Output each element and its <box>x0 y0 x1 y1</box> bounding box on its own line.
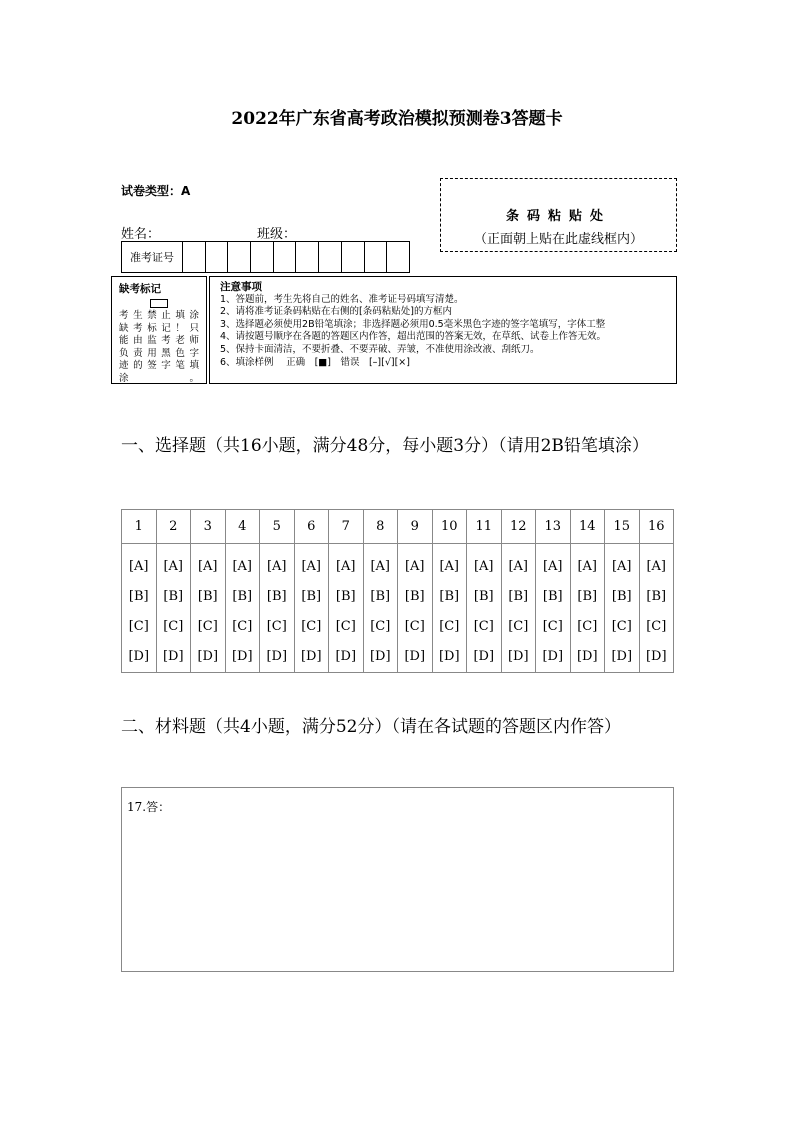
option-bubble[interactable]: [C] <box>128 619 149 634</box>
question-number: 14 <box>570 510 605 544</box>
question-number: 15 <box>605 510 640 544</box>
option-bubble[interactable]: [D] <box>507 649 529 664</box>
question-options <box>225 544 260 673</box>
option-bubble[interactable]: [D] <box>473 649 495 664</box>
option-bubble[interactable]: [C] <box>232 619 253 634</box>
option-bubble[interactable]: [D] <box>300 649 322 664</box>
question-options <box>432 544 467 673</box>
option-bubble[interactable]: [C] <box>577 619 598 634</box>
name-field[interactable] <box>160 227 257 242</box>
option-bubble[interactable]: [B] <box>404 589 425 604</box>
question-options <box>294 544 329 673</box>
exam-number-cell[interactable] <box>228 242 251 272</box>
option-bubble[interactable]: [D] <box>611 649 633 664</box>
question-options <box>570 544 605 673</box>
question-number: 11 <box>467 510 502 544</box>
exam-number-cell[interactable] <box>319 242 342 272</box>
question-number: 2 <box>156 510 191 544</box>
notice-item: 4、请按题号顺序在各题的答题区内作答，超出范围的答案无效，在草纸、试卷上作答无效。 <box>220 331 607 343</box>
barcode-hint: （正面朝上贴在此虚线框内） <box>473 232 643 247</box>
notice-item: 3、选择题必须使用2B铅笔填涂；非选择题必须用0.5毫米黑色字迹的签字笔填写，字体工整 <box>220 318 606 330</box>
question-options <box>156 544 191 673</box>
option-bubble[interactable]: [D] <box>369 649 391 664</box>
option-bubble[interactable]: [A] <box>335 559 356 574</box>
option-bubble[interactable]: [C] <box>370 619 391 634</box>
question-options <box>639 544 674 673</box>
option-bubble[interactable]: [B] <box>542 589 563 604</box>
option-bubble[interactable]: [B] <box>197 589 218 604</box>
answer-label: 17.答： <box>127 800 171 814</box>
question-number: 10 <box>432 510 467 544</box>
notice-item: 6、填涂样例 正确 [■] 错误 [–][√][×] <box>220 356 410 368</box>
option-bubble[interactable]: [B] <box>473 589 494 604</box>
name-class-row <box>121 223 393 242</box>
option-bubble[interactable]: [A] <box>232 559 253 574</box>
notice-item: 5、保持卡面清洁，不要折叠、不要弄破、弄皱，不准使用涂改液、刮纸刀。 <box>220 343 540 355</box>
paper-type: 试卷类型：A <box>121 184 191 198</box>
barcode-area[interactable] <box>440 178 677 252</box>
option-bubble[interactable]: [B] <box>370 589 391 604</box>
option-bubble[interactable]: [C] <box>404 619 425 634</box>
question-number: 8 <box>363 510 398 544</box>
option-bubble[interactable]: [A] <box>542 559 563 574</box>
absent-checkbox[interactable] <box>150 299 168 308</box>
option-bubble[interactable]: [C] <box>335 619 356 634</box>
option-bubble[interactable]: [C] <box>301 619 322 634</box>
question-number: 16 <box>639 510 674 544</box>
absent-text-line: 缺考标记！只 <box>119 322 199 334</box>
option-bubble[interactable]: [B] <box>232 589 253 604</box>
option-bubble[interactable]: [D] <box>438 649 460 664</box>
question-options <box>536 544 571 673</box>
option-bubble[interactable]: [A] <box>577 559 598 574</box>
option-bubble[interactable]: [A] <box>439 559 460 574</box>
option-bubble[interactable]: [A] <box>508 559 529 574</box>
absent-text-line: 考生禁止填涂 <box>119 310 199 321</box>
option-bubble[interactable]: [B] <box>266 589 287 604</box>
option-bubble[interactable]: [D] <box>542 649 564 664</box>
option-bubble[interactable]: [B] <box>611 589 632 604</box>
option-bubble[interactable]: [B] <box>128 589 149 604</box>
question-number: 13 <box>536 510 571 544</box>
question-number: 7 <box>329 510 364 544</box>
option-bubble[interactable]: [D] <box>197 649 219 664</box>
option-bubble[interactable]: [C] <box>473 619 494 634</box>
option-bubble[interactable]: [A] <box>163 559 184 574</box>
option-bubble[interactable]: [B] <box>335 589 356 604</box>
absent-text-line: 迹的签字笔填 <box>119 360 199 371</box>
question-options <box>191 544 226 673</box>
option-bubble[interactable]: [D] <box>404 649 426 664</box>
question-options <box>398 544 433 673</box>
exam-number-cell[interactable] <box>365 242 388 272</box>
option-bubble[interactable]: [C] <box>266 619 287 634</box>
answer-box-17[interactable] <box>121 787 674 972</box>
option-bubble[interactable]: [B] <box>646 589 667 604</box>
option-bubble[interactable]: [D] <box>128 649 150 664</box>
exam-number-cell[interactable] <box>296 242 319 272</box>
name-label: 姓名： <box>121 227 161 242</box>
exam-number-label: 准考证号 <box>122 242 183 272</box>
option-bubble[interactable]: [C] <box>197 619 218 634</box>
exam-number-cell[interactable] <box>183 242 206 272</box>
option-bubble[interactable]: [B] <box>163 589 184 604</box>
class-label: 班级： <box>257 227 297 242</box>
question-number: 4 <box>225 510 260 544</box>
option-bubble[interactable]: [A] <box>266 559 287 574</box>
exam-number-cell[interactable] <box>206 242 229 272</box>
option-bubble[interactable]: [C] <box>163 619 184 634</box>
notice-heading: 注意事项 <box>220 281 262 293</box>
option-bubble[interactable]: [A] <box>370 559 391 574</box>
question-number: 3 <box>191 510 226 544</box>
option-bubble[interactable]: [B] <box>577 589 598 604</box>
question-number: 5 <box>260 510 295 544</box>
option-bubble[interactable]: [B] <box>508 589 529 604</box>
exam-number-cell[interactable] <box>342 242 365 272</box>
question-number: 9 <box>398 510 433 544</box>
option-bubble[interactable]: [B] <box>439 589 460 604</box>
option-bubble[interactable]: [C] <box>542 619 563 634</box>
question-number: 12 <box>501 510 536 544</box>
question-number-row <box>122 510 674 544</box>
question-options <box>329 544 364 673</box>
page-title: 2022年广东省高考政治模拟预测卷3答题卡 <box>231 109 563 129</box>
section-2-heading: 二、材料题（共4小题，满分52分）（请在各试题的答题区内作答） <box>121 717 621 737</box>
notice-box <box>209 276 677 384</box>
option-bubble[interactable]: [C] <box>611 619 632 634</box>
question-number: 1 <box>122 510 157 544</box>
exam-number-row <box>121 241 410 273</box>
option-bubble[interactable]: [D] <box>335 649 357 664</box>
option-bubble[interactable]: [A] <box>646 559 667 574</box>
exam-number-cell[interactable] <box>251 242 274 272</box>
exam-number-cell[interactable] <box>274 242 297 272</box>
section-1-heading: 一、选择题（共16小题，满分48分，每小题3分）（请用2B铅笔填涂） <box>121 436 649 456</box>
option-bubble[interactable]: [A] <box>611 559 632 574</box>
option-bubble[interactable]: [A] <box>473 559 494 574</box>
absent-text-line: 负责用黑色字 <box>119 347 199 359</box>
absent-heading: 缺考标记 <box>119 283 161 295</box>
option-bubble[interactable]: [A] <box>128 559 149 574</box>
absent-text-line: 涂。 <box>119 372 199 384</box>
question-options <box>363 544 398 673</box>
option-bubble[interactable]: [D] <box>231 649 253 664</box>
question-options <box>467 544 502 673</box>
option-bubble[interactable]: [A] <box>197 559 218 574</box>
question-number: 6 <box>294 510 329 544</box>
option-bubble[interactable]: [C] <box>508 619 529 634</box>
question-options <box>605 544 640 673</box>
option-bubble[interactable]: [D] <box>645 649 667 664</box>
option-bubble[interactable]: [D] <box>576 649 598 664</box>
option-bubble[interactable]: [C] <box>439 619 460 634</box>
barcode-title: 条码粘贴处 <box>505 209 611 224</box>
option-bubble[interactable]: [D] <box>162 649 184 664</box>
choice-answer-grid <box>121 509 674 673</box>
option-bubble[interactable]: [B] <box>301 589 322 604</box>
options-row <box>122 544 674 673</box>
question-options <box>260 544 295 673</box>
option-bubble[interactable]: [A] <box>301 559 322 574</box>
absent-mark-box <box>111 276 207 384</box>
option-bubble[interactable]: [A] <box>404 559 425 574</box>
notice-item: 1、答题前，考生先将自己的姓名、准考证号码填写清楚。 <box>220 293 464 305</box>
option-bubble[interactable]: [D] <box>266 649 288 664</box>
question-options <box>122 544 157 673</box>
option-bubble[interactable]: [C] <box>646 619 667 634</box>
exam-number-cell[interactable] <box>387 242 409 272</box>
question-options <box>501 544 536 673</box>
class-field[interactable] <box>296 227 393 242</box>
absent-text-line: 能由监考老师 <box>119 335 199 346</box>
notice-item: 2、请将准考证条码粘贴在右侧的[条码粘贴处]的方框内 <box>220 306 452 318</box>
